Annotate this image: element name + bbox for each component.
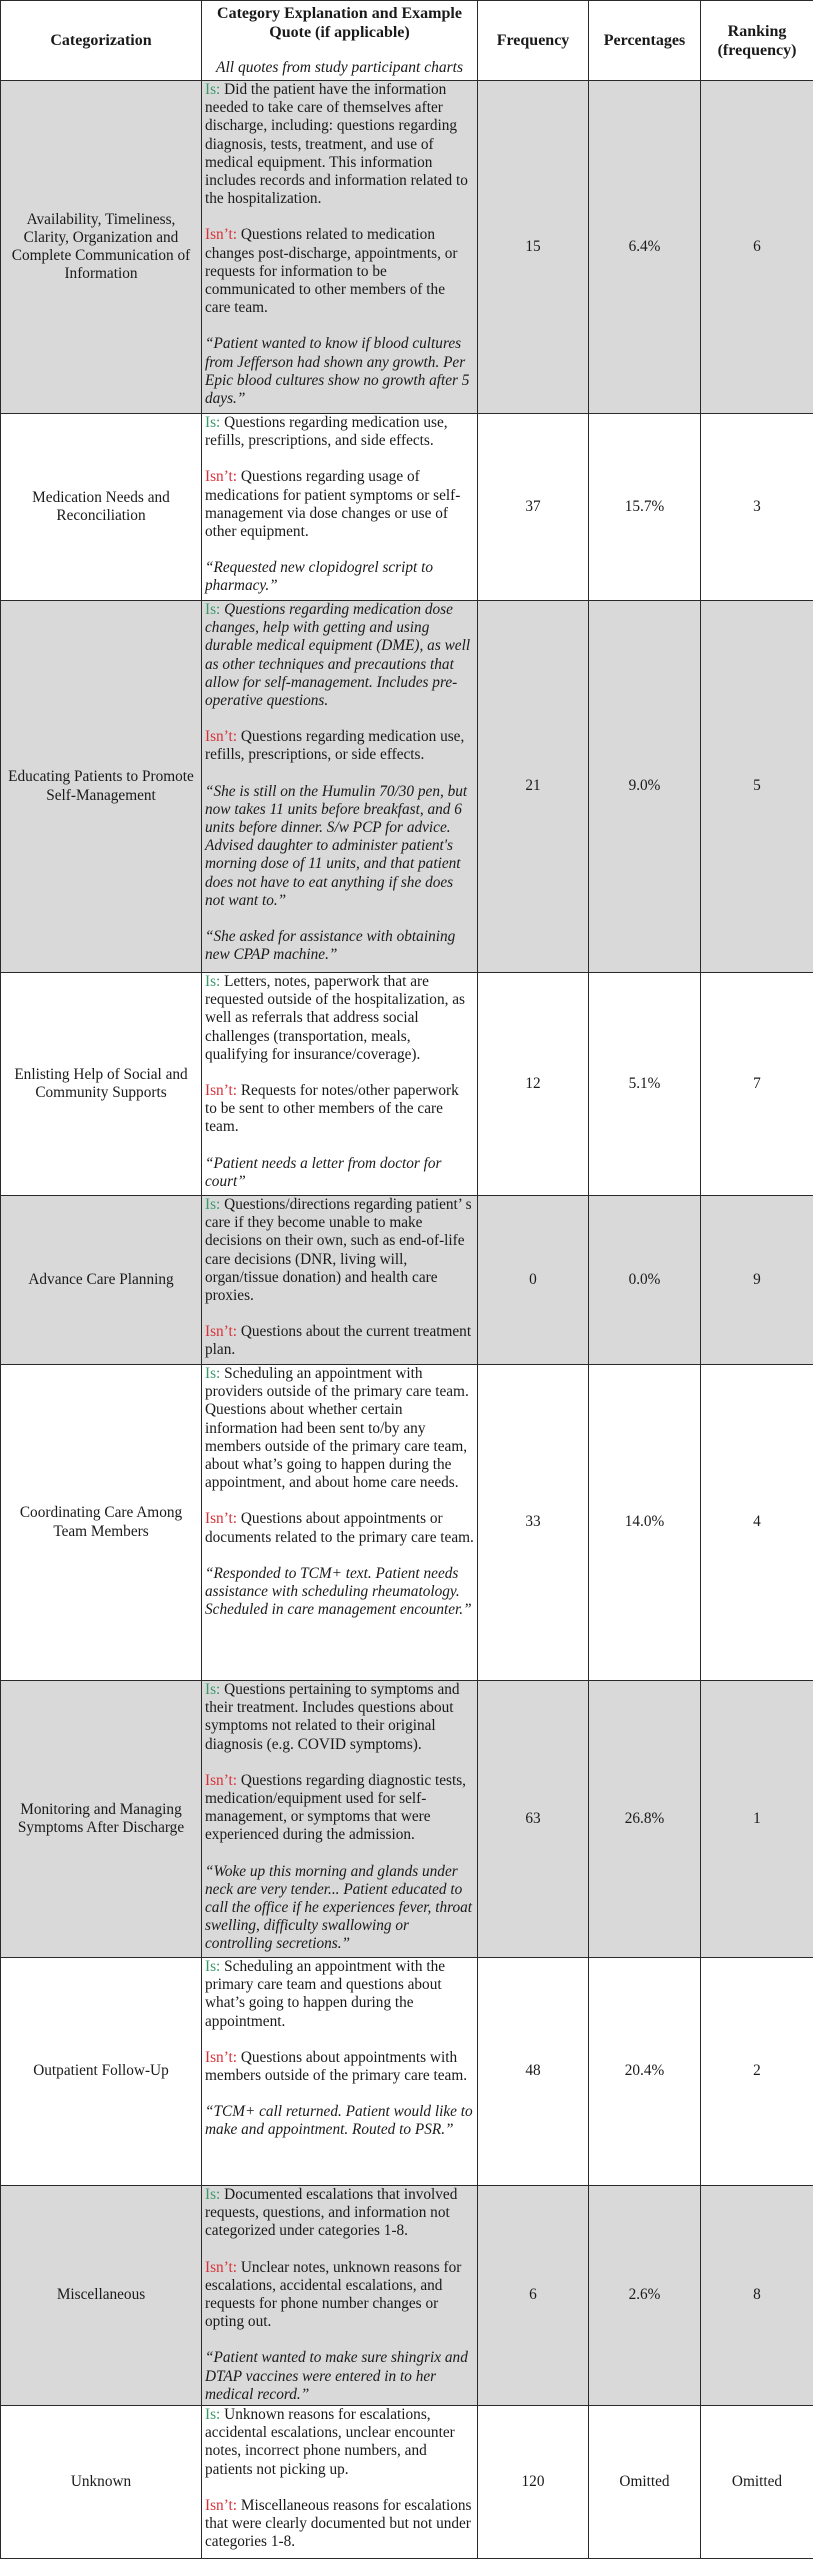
isnt-paragraph [205,226,474,317]
ranking-cell: 3 [701,414,813,601]
isnt-paragraph [205,468,474,541]
header-categorization: Categorization [1,1,202,81]
isnt-text: Questions about appointments or documents related to the primary care team. [205,1510,474,1546]
isnt-label: Isn’t: [205,468,238,486]
paragraph-gap [205,710,474,728]
is-paragraph [205,973,474,1064]
is-label: Is: [205,1958,221,1975]
isnt-text: Questions regarding usage of medications for patient symptoms or self-management via dose changes or use of other equipment. [205,468,461,541]
example-quote: “Responded to TCM+ text. Patient needs assistance with scheduling rheumatology. Scheduled in care management encounter.” [205,1564,472,1619]
is-text: Scheduling an appointment with the primary care team and questions about what’s going to happen during the appointment. [205,1958,446,2030]
percentage-cell: 9.0% [589,601,701,973]
explanation-cell [202,414,478,601]
header-explanation-title: Category Explanation and Example Quote (if applicable) [217,5,462,41]
is-paragraph [205,414,474,450]
is-text: Scheduling an appointment with providers outside of the primary care team. Questions about whether certain information had been sent to/by any members outside of the primary care team, about what’s going to happen during the appointment, and about home care needs. [205,1365,469,1492]
example-quote: “Woke up this morning and glands under neck are very tender... Patient educated to call the office if he experiences fever, throat swelling, difficulty swallowing or controlling secretions.” [205,1862,473,1953]
isnt-paragraph [205,728,474,764]
is-label: Is: [205,414,221,431]
isnt-label: Isn’t: [205,226,238,244]
is-paragraph [205,1958,474,2031]
explanation-cell [202,1196,478,1365]
header-percentages: Percentages [589,1,701,81]
frequency-cell: 6 [478,2186,589,2406]
isnt-label: Isn’t: [205,2496,238,2514]
explanation-cell [202,2406,478,2559]
paragraph-gap [205,541,474,559]
is-paragraph [205,1681,474,1754]
isnt-paragraph [205,2049,474,2085]
ranking-cell: 1 [701,1681,813,1958]
is-label: Is: [205,1196,221,1213]
ranking-cell: 2 [701,1958,813,2186]
paragraph-gap [205,910,474,928]
percentage-cell: 2.6% [589,2186,701,2406]
paragraph-gap [205,1137,474,1155]
category-cell: Coordinating Care Among Team Members [1,1365,202,1681]
isnt-paragraph [205,1510,474,1546]
paragraph-gap [205,1305,474,1323]
table-row [1,1196,813,1365]
paragraph-gap [205,1845,474,1863]
isnt-text: Questions related to medication changes post-discharge, appointments, or requests for information to be communicated to other members of the care team. [205,226,458,317]
example-quote: “She is still on the Humulin 70/30 pen, but now takes 11 units before breakfast, and 6 units before dinner. S/w PCP for advice. Advised daughter to administer patient's morning dose of 11 units, and that patient does not have to eat anything if she does not want to.” [205,782,468,909]
frequency-cell: 33 [478,1365,589,1681]
percentage-cell: 0.0% [589,1196,701,1365]
is-label: Is: [205,81,221,98]
paragraph-gap [205,1754,474,1772]
category-cell: Miscellaneous [1,2186,202,2406]
is-paragraph [205,81,474,208]
isnt-paragraph [205,2259,474,2332]
table-row [1,1365,813,1681]
ranking-cell: 6 [701,81,813,414]
isnt-paragraph [205,1323,474,1359]
category-cell: Availability, Timeliness, Clarity, Organization and Complete Communication of Information [1,81,202,414]
is-paragraph [205,1196,474,1305]
ranking-cell: Omitted [701,2406,813,2559]
header-ranking: Ranking (frequency) [701,1,813,81]
header-explanation [202,1,478,81]
explanation-cell [202,1681,478,1958]
ranking-cell: 9 [701,1196,813,1365]
is-text: Did the patient have the information needed to take care of themselves after discharge, including: questions regarding diagnosis, tests, treatment, and use of medical equipment. This information includes records and information related to the hospitalization. [205,81,468,208]
category-cell: Educating Patients to Promote Self-Management [1,601,202,973]
is-label: Is: [205,2186,221,2203]
percentage-cell: 6.4% [589,81,701,414]
isnt-label: Isn’t: [205,2048,238,2066]
ranking-cell: 4 [701,1365,813,1681]
paragraph-gap [205,2031,474,2049]
isnt-label: Isn’t: [205,1082,238,1100]
paragraph-gap [205,2479,474,2497]
isnt-text: Questions about appointments with members outside of the primary care team. [205,2048,468,2085]
is-text: Letters, notes, paperwork that are requested outside of the hospitalization, as well as referrals that address social challenges (transportation, meals, qualifying for insurance/coverage). [205,973,465,1063]
is-text: Documented escalations that involved requests, questions, and information not categorized under categories 1-8. [205,2186,458,2240]
isnt-paragraph [205,2497,474,2552]
is-label: Is: [205,1365,221,1382]
paragraph-gap [205,1064,474,1082]
isnt-paragraph [205,1772,474,1845]
table-row [1,601,813,973]
category-cell: Unknown [1,2406,202,2559]
explanation-cell [202,1958,478,2186]
is-paragraph [205,2406,474,2479]
paragraph-gap [205,765,474,783]
frequency-cell: 48 [478,1958,589,2186]
ranking-cell: 8 [701,2186,813,2406]
table-body [1,81,813,2559]
is-paragraph [205,1365,474,1492]
explanation-cell [202,81,478,414]
table-row [1,2406,813,2559]
explanation-cell [202,601,478,973]
table-row [1,2186,813,2406]
is-paragraph [205,601,474,710]
is-label: Is: [205,2406,221,2423]
header-row [1,1,813,81]
paragraph-gap [205,208,474,226]
table-row [1,81,813,414]
is-text: Questions pertaining to symptoms and their treatment. Includes questions about symptoms not related to their original diagnosis (e.g. COVID symptoms). [205,1681,460,1753]
isnt-text: Questions regarding diagnostic tests, medication/equipment used for self-management, or symptoms that were experienced during the admission. [205,1771,467,1844]
isnt-text: Requests for notes/other paperwork to be sent to other members of the care team. [205,1082,459,1136]
frequency-cell: 0 [478,1196,589,1365]
paragraph-gap [205,2331,474,2349]
ranking-cell: 5 [701,601,813,973]
header-frequency: Frequency [478,1,589,81]
frequency-cell: 37 [478,414,589,601]
explanation-cell [202,1365,478,1681]
percentage-cell: 5.1% [589,973,701,1196]
table-row [1,1681,813,1958]
isnt-paragraph [205,1082,474,1137]
is-text: Unknown reasons for escalations, accidental escalations, unclear encounter notes, incorrect phone numbers, and patients not picking up. [205,2406,455,2478]
percentage-cell: Omitted [589,2406,701,2559]
category-cell: Medication Needs and Reconciliation [1,414,202,601]
example-quote: “Requested new clopidogrel script to pharmacy.” [205,559,434,595]
frequency-cell: 63 [478,1681,589,1958]
isnt-text: Questions about the current treatment plan. [205,1323,472,1359]
paragraph-gap [205,2241,474,2259]
paragraph-gap [205,2085,474,2103]
is-text: Questions/directions regarding patient’ s care if they become unable to make decisions on their own, such as end-of-life care decisions (DNR, living will, organ/tissue donation) and health care proxies. [205,1196,472,1305]
isnt-text: Unclear notes, unknown reasons for escalations, accidental escalations, and requests for phone number changes or opting out. [205,2258,462,2331]
table-row [1,1958,813,2186]
is-text: Questions regarding medication use, refills, prescriptions, and side effects. [205,414,448,450]
isnt-text: Miscellaneous reasons for escalations that were clearly documented but not under categories 1-8. [205,2496,472,2551]
example-quote: “Patient needs a letter from doctor for court” [205,1154,442,1190]
ranking-cell: 7 [701,973,813,1196]
frequency-cell: 21 [478,601,589,973]
category-cell: Advance Care Planning [1,1196,202,1365]
is-label: Is: [205,973,221,990]
example-quote: “Patient wanted to know if blood cultures from Jefferson had shown any growth. Per Epic blood cultures show no growth after 5 days.” [205,335,470,408]
paragraph-gap [205,1492,474,1510]
is-label: Is: [205,1681,221,1698]
frequency-cell: 120 [478,2406,589,2559]
example-quote: “Patient wanted to make sure shingrix and DTAP vaccines were entered in to her medical record.” [205,2349,468,2403]
isnt-text: Questions regarding medication use, refills, prescriptions, or side effects. [205,728,465,764]
paragraph-gap [205,317,474,335]
frequency-cell: 12 [478,973,589,1196]
table-row [1,414,813,601]
percentage-cell: 14.0% [589,1365,701,1681]
isnt-label: Isn’t: [205,1323,238,1341]
is-text: Questions regarding medication dose changes, help with getting and using durable medical equipment (DME), as well as other techniques and precautions that allow for self-management. Includes pre-operative questions. [205,601,471,710]
table-row [1,973,813,1196]
is-paragraph [205,2186,474,2241]
isnt-label: Isn’t: [205,728,238,746]
percentage-cell: 26.8% [589,1681,701,1958]
paragraph-gap [205,1547,474,1565]
percentage-cell: 20.4% [589,1958,701,2186]
category-cell: Outpatient Follow-Up [1,1958,202,2186]
example-quote: “She asked for assistance with obtaining new CPAP machine.” [205,928,456,964]
isnt-label: Isn’t: [205,2258,238,2276]
isnt-label: Isn’t: [205,1771,238,1789]
percentage-cell: 15.7% [589,414,701,601]
category-cell: Monitoring and Managing Symptoms After Discharge [1,1681,202,1958]
isnt-label: Isn’t: [205,1510,238,1528]
paragraph-gap [205,450,474,468]
is-label: Is: [205,601,221,618]
example-quote: “TCM+ call returned. Patient would like to make and appointment. Routed to PSR.” [205,2103,473,2139]
explanation-cell [202,973,478,1196]
explanation-cell [202,2186,478,2406]
category-cell: Enlisting Help of Social and Community Supports [1,973,202,1196]
header-explanation-note: All quotes from study participant charts [216,59,463,76]
frequency-cell: 15 [478,81,589,414]
